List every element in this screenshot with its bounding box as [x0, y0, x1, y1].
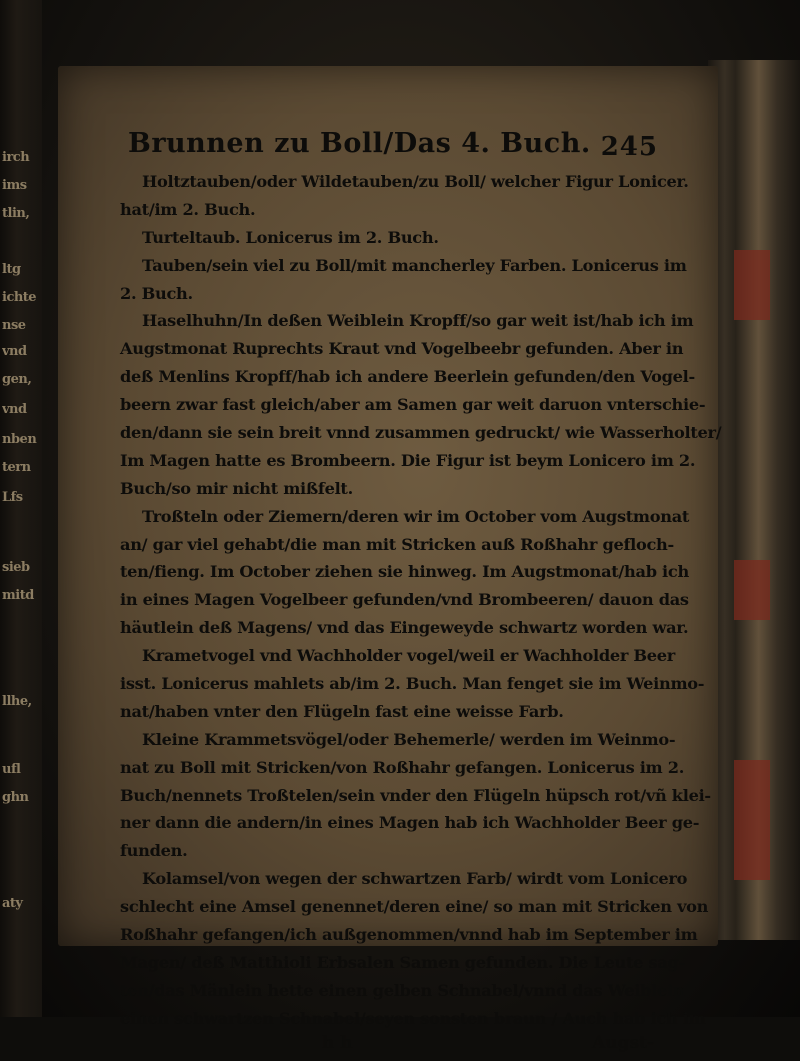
- text-line: beern zwar fast gleich/aber am Samen gar weit daruon vnterschie-: [120, 395, 706, 415]
- text-line: Troßteln oder Ziemern/deren wir im October vom Augstmonat: [142, 506, 690, 526]
- facing-page-fragment: aty: [2, 896, 23, 911]
- facing-page-fragment: mitd: [2, 588, 34, 603]
- page-edge-stain: [734, 250, 770, 320]
- page-footer: [120, 1032, 654, 1061]
- text-line: Augstmonat Ruprechts Kraut vnd Vogelbeebr gefunden. Aber in: [120, 339, 684, 359]
- running-title: Brunnen zu Boll/Das 4. Buch.: [128, 128, 591, 159]
- text-line: Kleine Krammetsvögel/oder Behemerle/ werden im Weinmo-: [142, 729, 676, 749]
- facing-page-fragment: ims: [2, 178, 27, 193]
- text-line: Buch/nennets Troßtelen/sein vnder den Flügeln hüpsch rot/vñ klei-: [120, 785, 711, 805]
- text-line: ten/das Mänlein hette einen gelben Schnabel/vnnd das Weiblein: [120, 980, 685, 1000]
- page-edge-stain: [734, 560, 770, 620]
- text-line: nat zu Boll mit Stricken/von Roßhahr gefangen. Lonicerus im 2.: [120, 757, 685, 777]
- text-line: schlecht eine Amsel genennet/deren eine/ so man mit Stricken von: [120, 897, 709, 917]
- facing-page-fragment: sieb: [2, 560, 30, 575]
- page-edge-stain: [734, 760, 770, 880]
- text-line: Roßhahr gefangen/ich außgenommen/vnnd hab im September im: [120, 925, 698, 945]
- page-header: [120, 128, 658, 168]
- facing-page-fragment: tlin,: [2, 206, 30, 221]
- text-line: häutlein deß Magens/ vnd das Eingeweyde schwartz worden war.: [120, 618, 689, 638]
- facing-page-fragment: tern: [2, 460, 31, 475]
- text-line: ner dann die andern/in eines Magen hab ich Wachholder Beer ge-: [120, 813, 700, 833]
- facing-page-fragment: ufl: [2, 762, 21, 777]
- signature-mark: h h: [322, 1032, 353, 1053]
- text-line: an/ gar viel gehabt/die man mit Stricken auß Roßhahr gefloch-: [120, 534, 674, 554]
- text-line: Tauben/sein viel zu Boll/mit mancherley Farben. Lonicerus im: [142, 255, 687, 275]
- facing-page-fragment: irch: [2, 150, 30, 165]
- facing-page-fragment: Lfs: [2, 490, 23, 505]
- text-line: hat/im 2. Buch.: [120, 199, 256, 219]
- catchword: Augst-: [592, 1032, 654, 1053]
- text-line: ten/fieng. Im October ziehen sie hinweg. Im Augstmonat/hab ich: [120, 562, 689, 582]
- facing-page-fragment: nben: [2, 432, 37, 447]
- facing-page-edge: [0, 0, 42, 1017]
- text-line: Buch/so mir nicht mißfelt.: [120, 478, 353, 498]
- text-line: Kolamsel/von wegen der schwartzen Farb/ wirdt vom Lonicero: [142, 869, 688, 889]
- page-number: 245: [600, 132, 658, 162]
- facing-page-fragment: vnd: [2, 344, 27, 359]
- facing-page-fragment: nse: [2, 318, 26, 333]
- text-line: Magen/ deß Matthioli Erbsalen Samen gefunden. Die Leute sag-: [120, 952, 685, 972]
- text-line: isst. Lonicerus mahlets ab/im 2. Buch. Man fenget sie im Weinmo-: [120, 674, 705, 694]
- text-line: nat/haben vnter den Flügeln fast eine weisse Farb.: [120, 701, 564, 721]
- text-line: funden.: [120, 841, 188, 861]
- text-line: Holtztauben/oder Wildetauben/zu Boll/ welcher Figur Lonicer.: [142, 172, 689, 191]
- facing-page-fragment: ichte: [2, 290, 37, 305]
- text-line: deß Menlins Kropff/hab ich andere Beerlein gefunden/den Vogel-: [120, 367, 695, 387]
- book-page: [58, 66, 722, 1053]
- facing-page-fragment: ghn: [2, 790, 29, 805]
- facing-page-fragment: ltg: [2, 262, 21, 277]
- facing-page-fragment: llhe,: [2, 694, 32, 709]
- text-line: Im Magen hatte es Brombeern. Die Figur ist beym Lonicero im 2.: [120, 450, 696, 470]
- page-text-block: [120, 128, 722, 1061]
- facing-page-fragment: vnd: [2, 402, 27, 417]
- text-line: in eines Magen Vogelbeer gefunden/vnd Brombeeren/ dauon das: [120, 590, 689, 610]
- facing-page-fragment: gen,: [2, 372, 32, 387]
- text-line: Turteltaub. Lonicerus im 2. Buch.: [142, 227, 439, 247]
- text-line: einen schwartzen Schnabel/seyen sonsten braun / Auch hab ich im: [120, 1008, 706, 1028]
- text-line: Haselhuhn/In deßen Weiblein Kropff/so gar weit ist/hab ich im: [142, 311, 694, 331]
- text-line: Krametvogel vnd Wachholder vogel/weil er Wachholder Beer: [142, 646, 676, 666]
- text-line: den/dann sie sein breit vnnd zusammen gedruckt/ wie Wasserholter/: [120, 423, 722, 443]
- text-line: 2. Buch.: [120, 283, 193, 303]
